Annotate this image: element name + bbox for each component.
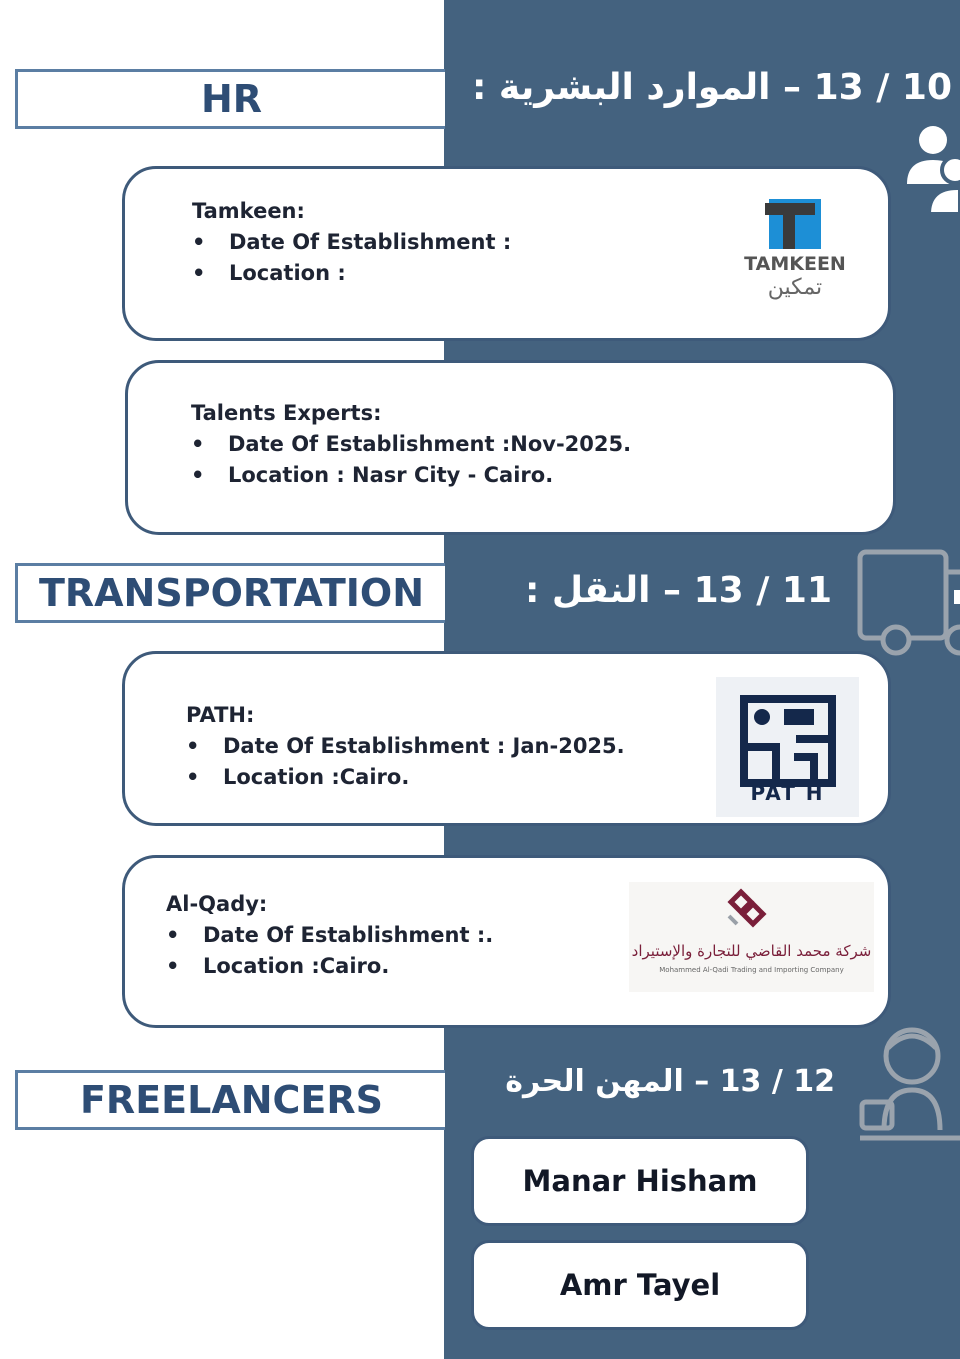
establishment-date: • Date Of Establishment :Nov-2025. (191, 429, 631, 460)
section-label-transportation: TRANSPORTATION (15, 563, 445, 623)
company-name: Tamkeen: (192, 199, 305, 223)
company-name: Al-Qady: (166, 892, 268, 916)
establishment-date: • Date Of Establishment : Jan-2025. (186, 731, 625, 762)
freelancer-name: Amr Tayel (559, 1268, 721, 1302)
freelancer-icon (856, 1020, 960, 1142)
company-card-al-qady (122, 855, 891, 1028)
company-location: • Location : (192, 258, 511, 289)
company-card-path (122, 651, 891, 826)
tamkeen-logo-arabic: تمكين (767, 275, 823, 300)
truck-icon (856, 548, 960, 658)
al-qady-logo-arabic: شركة محمد القاضي للتجارة والإستيراد (631, 942, 872, 960)
company-details (192, 227, 511, 289)
company-location: • Location :Cairo. (186, 762, 625, 793)
company-name: Talents Experts: (191, 401, 382, 425)
establishment-date: • Date Of Establishment : (192, 227, 511, 258)
section-label-hr: HR (15, 69, 445, 129)
freelancer-name: Manar Hisham (522, 1164, 758, 1198)
company-details (166, 920, 493, 982)
company-name: PATH: (186, 703, 255, 727)
company-location: • Location : Nasr City - Cairo. (191, 460, 631, 491)
company-card-tamkeen (122, 166, 891, 341)
company-card-talents-experts (125, 360, 896, 535)
hr-arabic-title: 10 / 13 – الموارد البشرية : (472, 67, 952, 108)
path-logo-text: PAT H (750, 781, 825, 805)
company-details (191, 429, 631, 491)
company-location: • Location :Cairo. (166, 951, 493, 982)
tamkeen-logo (735, 195, 855, 305)
al-qady-logo (629, 882, 874, 992)
transportation-arabic-title: 11 / 13 – النقل : (524, 570, 832, 611)
tamkeen-logo-text: TAMKEEN (744, 253, 846, 275)
al-qady-logo-english: Mohammed Al-Qadi Trading and Importing Company (659, 966, 844, 974)
path-logo (716, 677, 859, 817)
freelancers-arabic-title: 12 / 13 – المهن الحرة (505, 1064, 835, 1099)
freelancer-card (471, 1136, 809, 1226)
establishment-date: • Date Of Establishment :. (166, 920, 493, 951)
freelancer-card (471, 1240, 809, 1330)
users-icon (903, 122, 960, 214)
company-details (186, 731, 625, 793)
section-label-freelancers: FREELANCERS (15, 1070, 445, 1130)
